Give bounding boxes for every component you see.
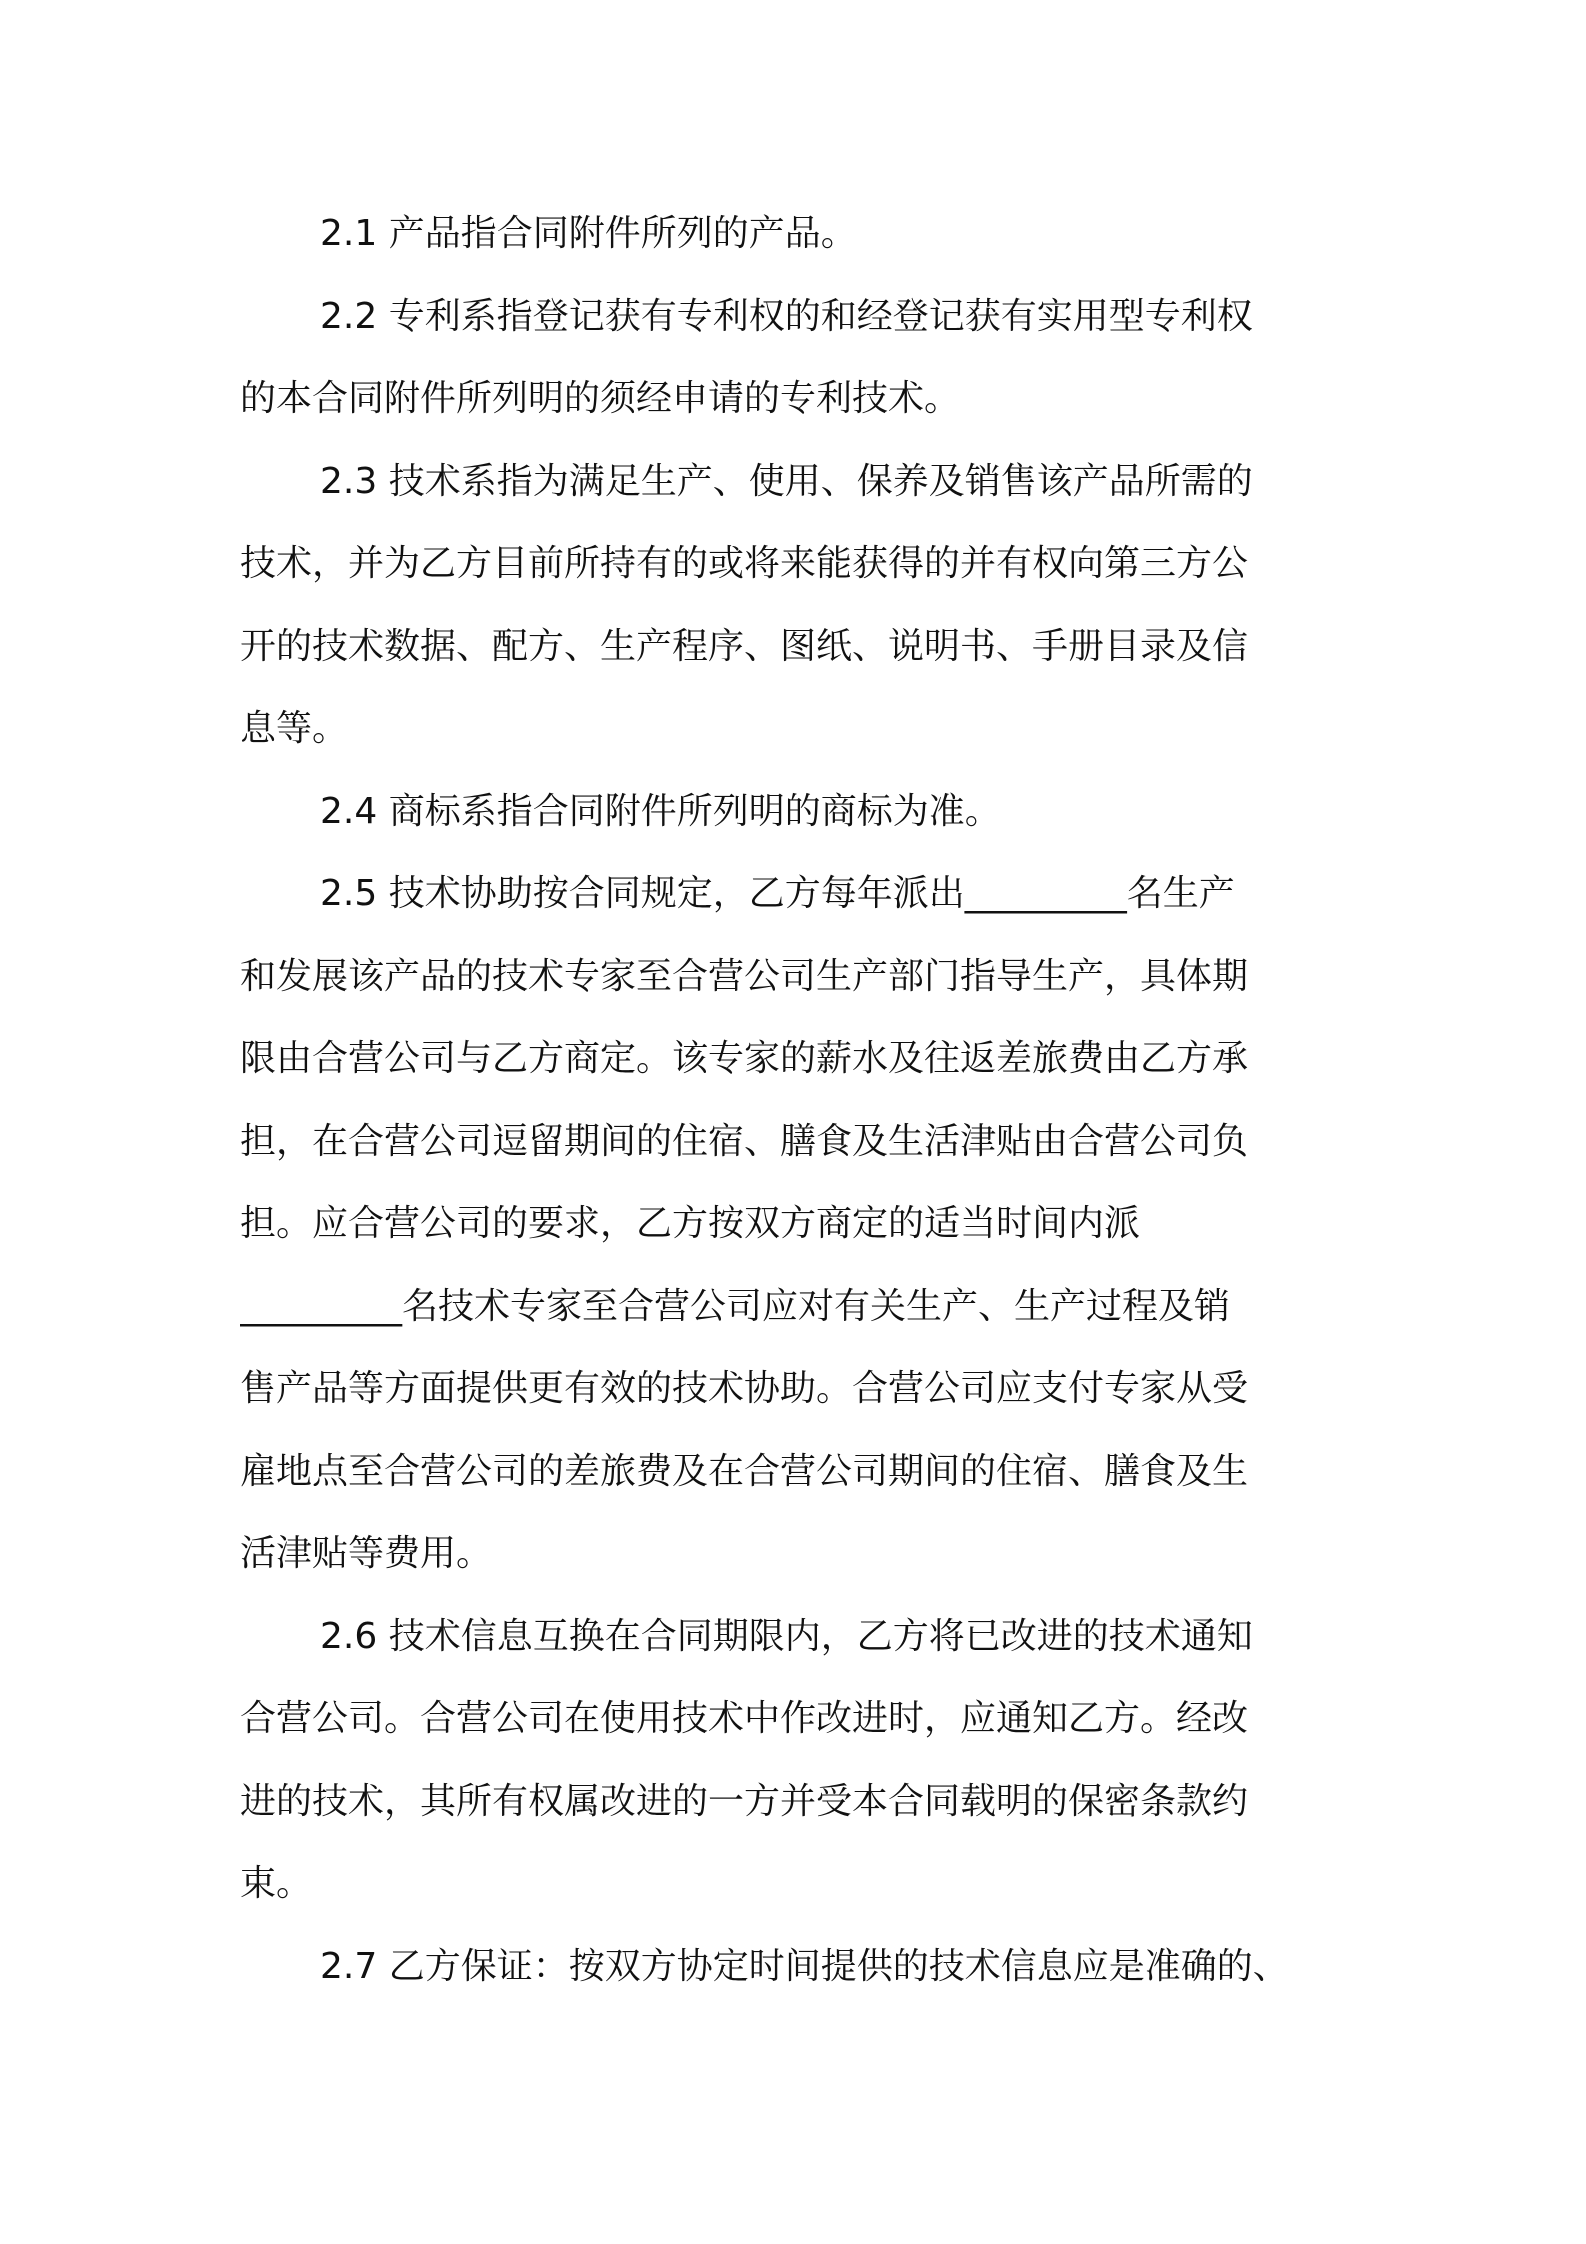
text-line: 的本合同附件所列明的须经申请的专利技术。 xyxy=(240,378,961,419)
text-line: 合营公司。合营公司在使用技术中作改进时，应通知乙方。经改 xyxy=(240,1698,1249,1739)
clause-2-1 xyxy=(240,193,1350,276)
clause-2-5 xyxy=(240,853,1350,1596)
clause-2-3 xyxy=(240,441,1350,771)
clause-2-7 xyxy=(240,1926,1350,2009)
text-line: _________名技术专家至合营公司应对有关生产、生产过程及销 xyxy=(240,1285,1231,1327)
text-line: 2.2 专利系指登记获有专利权的和经登记获有实用型专利权 xyxy=(320,295,1253,337)
text-line: 担，在合营公司逗留期间的住宿、膳食及生活津贴由合营公司负 xyxy=(240,1120,1249,1162)
text-line: 雇地点至合营公司的差旅费及在合营公司期间的住宿、膳食及生 xyxy=(240,1450,1249,1492)
text-line: 技术，并为乙方目前所持有的或将来能获得的并有权向第三方公 xyxy=(240,543,1249,584)
text-line: 活津贴等费用。 xyxy=(240,1533,493,1574)
clause-2-2 xyxy=(240,276,1350,441)
text-line: 息等。 xyxy=(240,708,349,749)
text-line: 进的技术，其所有权属改进的一方并受本合同载明的保密条款约 xyxy=(240,1780,1249,1822)
text-line: 2.5 技术协助按合同规定，乙方每年派出_________名生产 xyxy=(320,873,1235,914)
text-line: 2.6 技术信息互换在合同期限内，乙方将已改进的技术通知 xyxy=(320,1615,1253,1657)
clause-2-4 xyxy=(240,771,1350,854)
text-line: 2.7 乙方保证：按双方协定时间提供的技术信息应是准确的、 xyxy=(320,1945,1289,1987)
text-line: 2.4 商标系指合同附件所列明的商标为准。 xyxy=(320,790,1001,832)
text-line: 担。应合营公司的要求，乙方按双方商定的适当时间内派 xyxy=(240,1203,1141,1244)
clause-2-6 xyxy=(240,1596,1350,1926)
text-line: 2.1 产品指合同附件所列的产品。 xyxy=(320,213,857,254)
document-body xyxy=(240,193,1350,2008)
text-line: 和发展该产品的技术专家至合营公司生产部门指导生产，具体期 xyxy=(240,955,1249,997)
text-line: 售产品等方面提供更有效的技术协助。合营公司应支付专家从受 xyxy=(240,1368,1249,1409)
text-line: 限由合营公司与乙方商定。该专家的薪水及往返差旅费由乙方承 xyxy=(240,1038,1249,1079)
text-line: 2.3 技术系指为满足生产、使用、保养及销售该产品所需的 xyxy=(320,460,1253,502)
text-line: 开的技术数据、配方、生产程序、图纸、说明书、手册目录及信 xyxy=(240,625,1249,667)
text-line: 束。 xyxy=(240,1863,313,1904)
